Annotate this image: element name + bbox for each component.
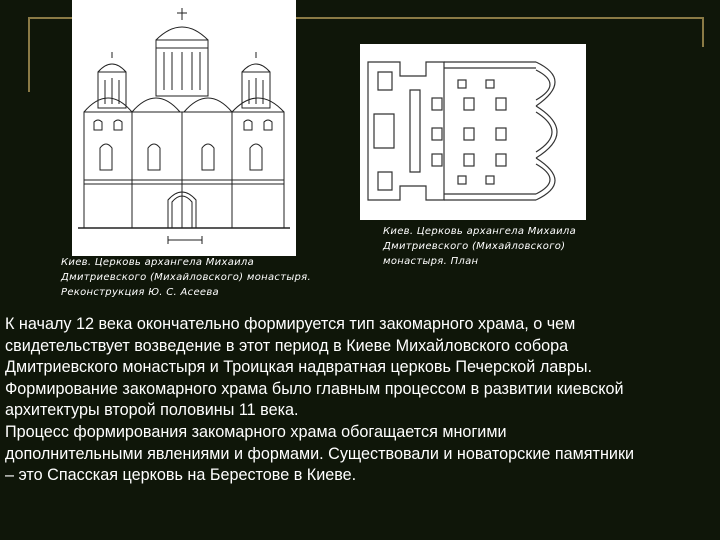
body-text-line: К началу 12 века окончательно формируется тип закомарного храма, о чем [5,315,576,333]
body-text-line: архитектуры второй половины 11 века. [5,401,299,420]
frame-left-line [28,17,30,92]
facade-caption-line: Киев. Церковь архангела Михаила [61,257,255,268]
body-text-line: Формирование закомарного храма было главным процессом в развитии киевской [5,379,624,398]
frame-right-line [702,17,704,47]
body-text-line: Процесс формирования закомарного храма обогащается многими [5,422,507,441]
facade-caption [61,255,311,300]
church-facade-icon [72,0,296,256]
plan-caption-line: Дмитриевского (Михайловского) [383,241,566,252]
facade-caption-line: Дмитриевского (Михайловского) монастыря. [61,272,311,283]
plan-caption-line: Киев. Церковь архангела Михаила [383,226,577,237]
church-floor-plan-drawing [360,44,586,220]
body-text-line: – это Спасская церковь на Берестове в Киеве. [5,466,357,485]
plan-caption-line: монастыря. План [383,256,479,267]
church-facade-drawing [72,0,296,256]
body-text-line: Дмитриевского монастыря и Троицкая надвратная церковь Печерской лавры. [5,358,593,377]
plan-caption [383,224,576,269]
body-text-line: дополнительными явлениями и формами. Существовали и новаторские памятники [5,444,635,463]
body-text-line: свидетельствует возведение в этот период в Киеве Михайловского собора [5,336,569,355]
body-text [5,314,717,487]
floor-plan-icon [360,44,586,220]
facade-caption-line: Реконструкция Ю. С. Асеева [61,287,219,298]
